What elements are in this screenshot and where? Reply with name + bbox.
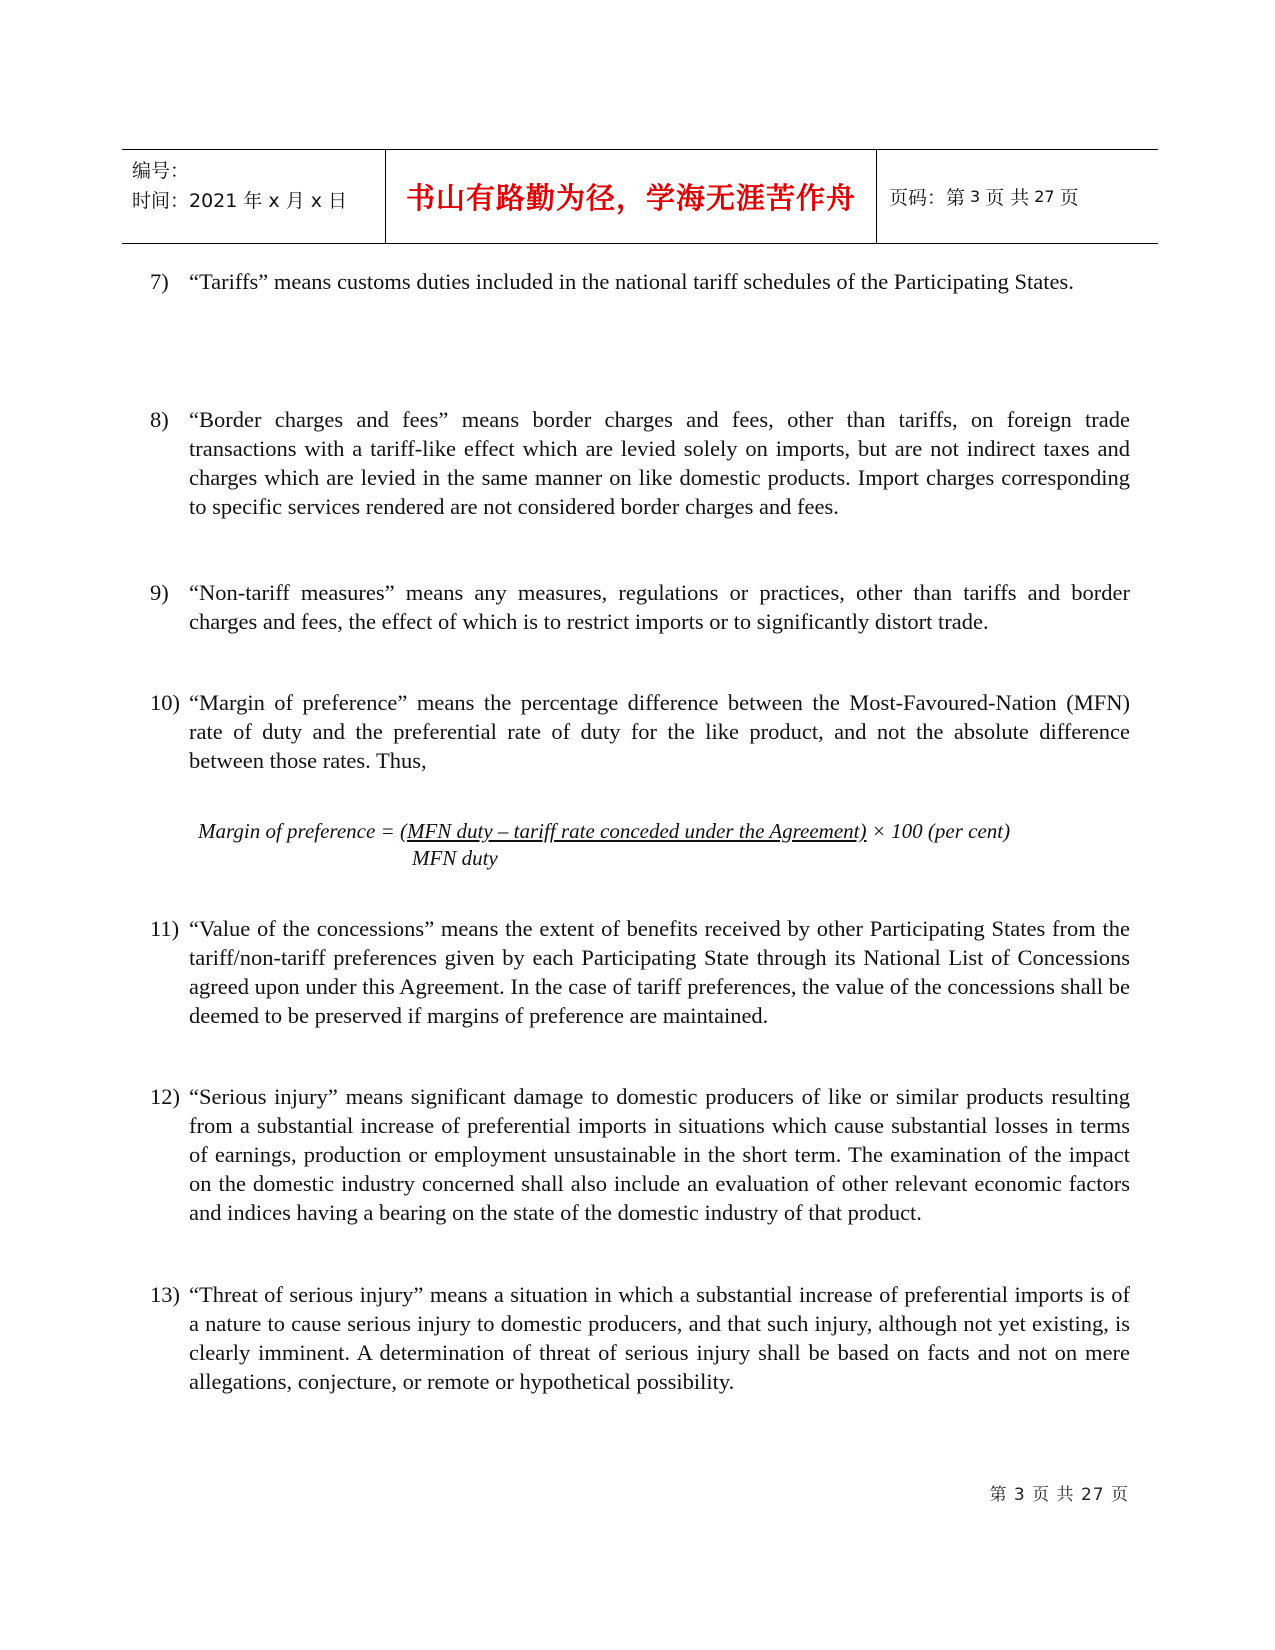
page-total: 27	[1034, 187, 1055, 206]
header-info-cell	[122, 150, 386, 243]
item-text: “Non-tariff measures” means any measures, regulations or practices, other than tariffs and border charges and fees, the effect of which is to restrict imports or to significantly distort trade.	[189, 580, 1130, 634]
document-time-label: 时间：2021 年 x 月 x 日	[132, 190, 348, 212]
item-text: “Serious injury” means significant damage to domestic producers of like or similar products resulting from a substantial increase of preferential imports in situations which cause substantial losses in terms of earnings, production or employment unsustainable in the short term. The examination of the impact on the domestic industry concerned shall also include an evaluation of other relevant economic factors and indices having a bearing on the state of the domestic industry of that product.	[189, 1084, 1130, 1225]
item-text: “Border charges and fees” means border charges and fees, other than tariffs, on foreign trade transactions with a tariff-like effect which are levied solely on imports, but are not indirect taxes and charges which are levied in the same manner on like domestic products. Import charges corresponding to specific services rendered are not considered border charges and fees.	[189, 407, 1130, 519]
item-number: 12)	[150, 1084, 180, 1109]
definition-item	[150, 1280, 1130, 1396]
header-motto: 书山有路勤为径，学海无涯苦作舟	[386, 150, 877, 243]
definition-item	[150, 578, 1130, 636]
item-number: 13)	[150, 1282, 180, 1307]
formula-denominator: MFN duty	[412, 846, 498, 870]
formula-lhs: Margin of preference =	[198, 819, 400, 843]
item-number: 10)	[150, 690, 180, 715]
header-page-info	[877, 150, 1158, 243]
header-table	[122, 149, 1158, 244]
definition-item	[150, 267, 1130, 296]
item-text: “Threat of serious injury” means a situation in which a substantial increase of preferential imports is of a nature to cause serious injury to domestic producers, and that such injury, although not yet existing, is clearly imminent. A determination of threat of serious injury shall be based on facts and not on mere allegations, conjecture, or remote or hypothetical possibility.	[189, 1282, 1130, 1394]
page-footer: 第 3 页 共 27 页	[989, 1485, 1129, 1505]
item-number: 7)	[150, 269, 169, 294]
page-mid: 页 共	[985, 187, 1030, 209]
formula-numerator: (MFN duty – tariff rate conceded under the Agreement)	[399, 819, 867, 843]
definition-item	[150, 405, 1130, 521]
formula-rhs: × 100 (per cent)	[866, 819, 1011, 843]
margin-formula	[198, 817, 1118, 846]
item-number: 9)	[150, 580, 169, 605]
item-number: 8)	[150, 407, 169, 432]
page-prefix: 页码：第	[889, 187, 966, 209]
item-number: 11)	[150, 916, 180, 941]
item-text: “Tariffs” means customs duties included in the national tariff schedules of the Participating States.	[189, 269, 1074, 294]
page-current: 3	[970, 187, 981, 206]
definition-item	[150, 688, 1130, 775]
item-text: “Value of the concessions” means the extent of benefits received by other Participating States from the tariff/non-tariff preferences given by each Participating State through its National List of Concessions agreed upon under this Agreement. In the case of tariff preferences, the value of the concessions shall be deemed to be preserved if margins of preference are maintained.	[189, 916, 1130, 1028]
item-text: “Margin of preference” means the percentage difference between the Most-Favoured-Nation (MFN) rate of duty and the preferential rate of duty for the like product, and not the absolute difference between those rates. Thus,	[189, 690, 1130, 773]
definition-item	[150, 914, 1130, 1030]
page-suffix: 页	[1059, 187, 1079, 209]
document-id-label: 编号：	[132, 160, 190, 182]
definition-item	[150, 1082, 1130, 1227]
